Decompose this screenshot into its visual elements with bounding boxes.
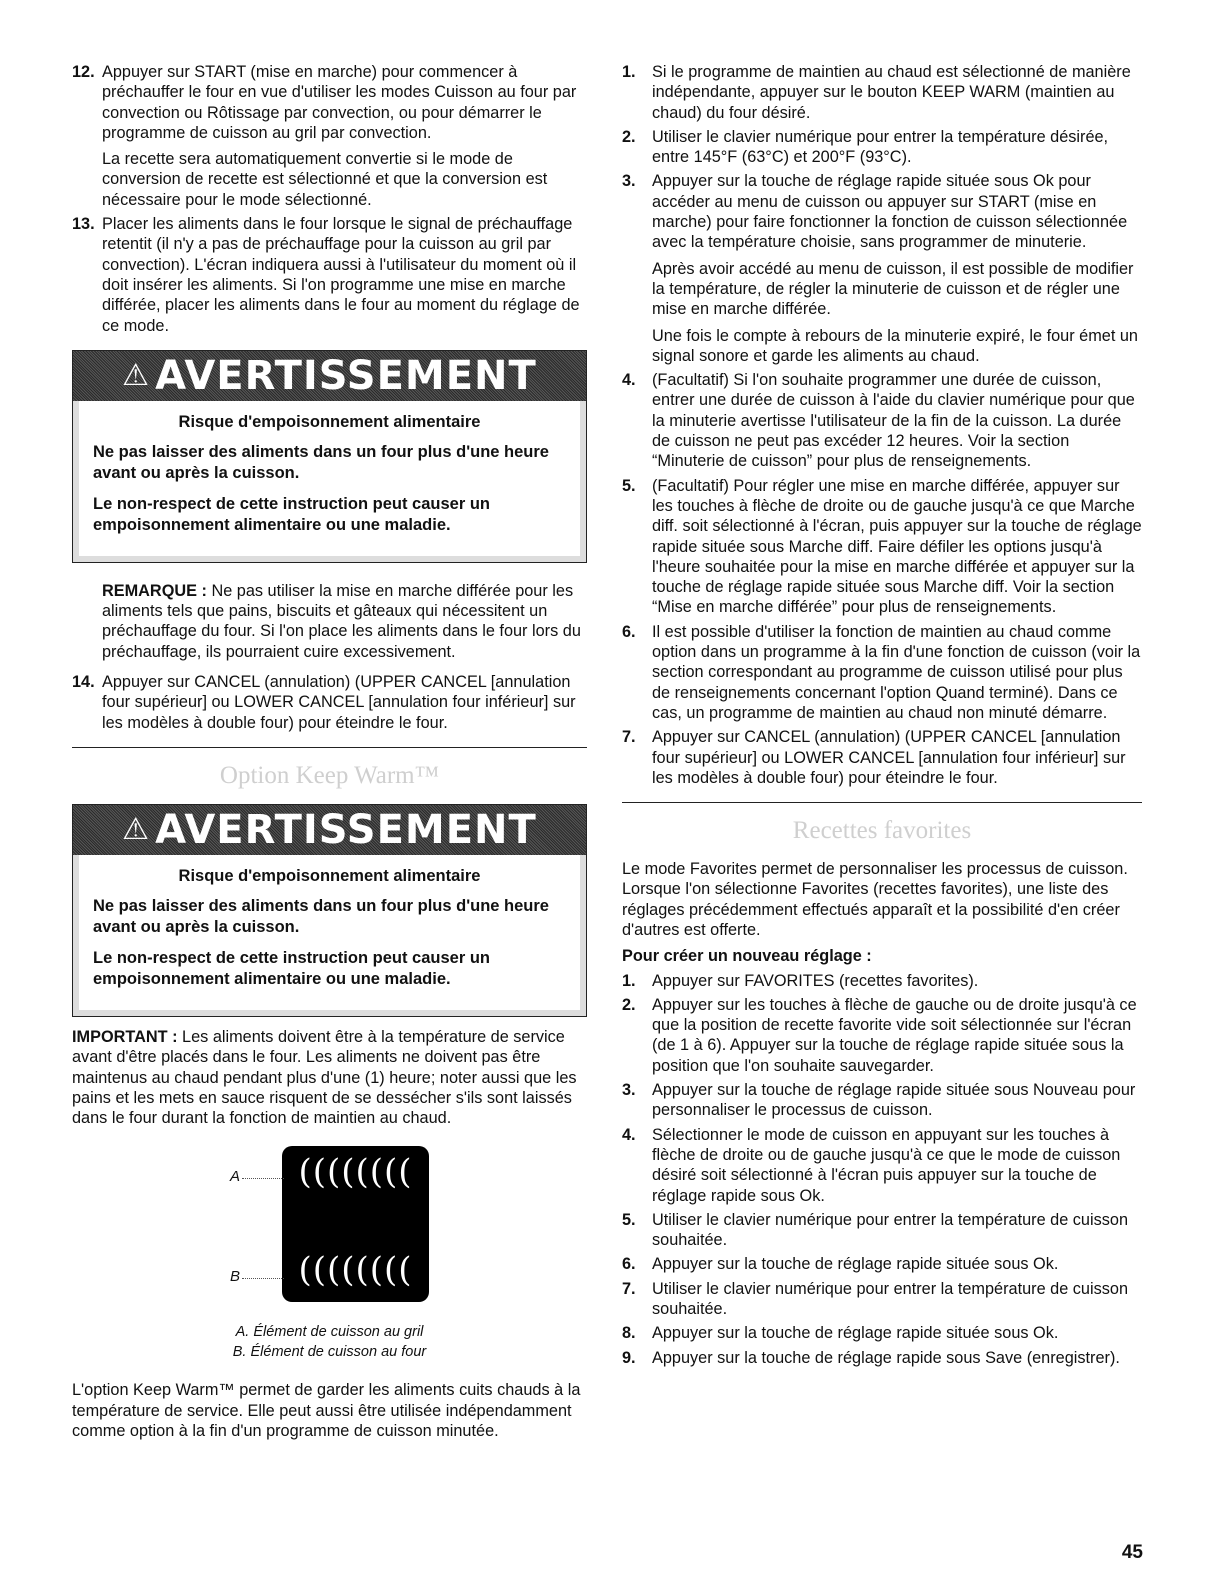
warning-triangle-icon: ⚠	[122, 813, 150, 847]
warning-header	[73, 351, 586, 401]
step-13	[72, 214, 587, 336]
step-text: Appuyer sur FAVORITES (recettes favorites).	[652, 971, 979, 990]
keep-warm-step	[622, 622, 1142, 723]
warning-title: AVERTISSEMENT	[155, 806, 537, 853]
step-text: Utiliser le clavier numérique pour entrer la température de cuisson souhaitée.	[652, 1279, 1128, 1319]
favorites-subheading: Pour créer un nouveau réglage :	[622, 947, 872, 966]
step-number: 1.	[622, 63, 636, 81]
step-text: Appuyer sur la touche de réglage rapide située sous Ok.	[652, 1255, 1059, 1274]
step-number: 13.	[72, 215, 95, 234]
warning-box-2	[72, 804, 587, 1017]
step-note: La recette sera automatiquement convertie si le mode de conversion de recette est sélectionné et que la conversion est nécessaire pour le mode sélectionné.	[102, 150, 548, 209]
step-number: 14.	[72, 673, 95, 692]
leader-line-a	[242, 1178, 284, 1179]
step-number: 12.	[72, 63, 95, 81]
step-number: 6.	[622, 622, 636, 641]
step-number: 4.	[622, 1125, 636, 1144]
favorites-step	[622, 971, 1142, 991]
favorites-step	[622, 1210, 1142, 1251]
favorites-step	[622, 995, 1142, 1076]
keep-warm-step	[622, 62, 1142, 123]
section-divider	[72, 747, 587, 748]
figure-label-b: B	[230, 1268, 241, 1286]
step-text: Appuyer sur START (mise en marche) pour commencer à préchauffer le four en vue d'utiliser les modes Cuisson au four par convection ou Rôtissage par convection, ou pour démarrer le programme de cuisson au gril par convection.	[102, 63, 577, 142]
step-14	[72, 672, 587, 733]
keep-warm-description: L'option Keep Warm™ permet de garder les aliments cuits chauds à la température de service. Elle peut aussi être utilisée indépendamment comme option à la fin d'un programme de cuisson minutée.	[72, 1381, 581, 1441]
step-number: 8.	[622, 1324, 636, 1343]
important-paragraph	[72, 1027, 587, 1128]
step-text: (Facultatif) Si l'on souhaite programmer une durée de cuisson, entrer une durée de cuisson à l'aide du clavier numérique pour que la minuterie avertisse l'utilisateur de la fin de la cuisson. La durée de cuisson ne peut pas excéder 12 heures. Voir la section “Minuterie de cuisson” pour plus de renseignements.	[652, 371, 1135, 471]
step-text: Il est possible d'utiliser la fonction de maintien au chaud comme option dans un programme à la fin d'une fonction de cuisson (voir la section correspondant au programme de cuisson utilisé pour plus de renseignements concernant l'option Quand terminé). Dans ce cas, un programme de maintien au chaud non minuté démarre.	[652, 622, 1141, 722]
left-column	[72, 62, 587, 1447]
keep-warm-step	[622, 727, 1142, 788]
keep-warm-step	[622, 171, 1142, 366]
step-text: Si le programme de maintien au chaud est sélectionné de manière indépendante, appuyer sur le bouton KEEP WARM (maintien au chaud) du four désiré.	[652, 63, 1131, 122]
section-divider	[622, 802, 1142, 803]
warning-body	[73, 401, 586, 562]
warning-subtitle: Risque d'empoisonnement alimentaire	[178, 412, 481, 431]
step-number: 7.	[622, 1279, 636, 1298]
section-title-favorites: Recettes favorites	[792, 817, 972, 845]
step-number: 3.	[622, 172, 636, 191]
caption-a: A. Élément de cuisson au gril	[235, 1324, 424, 1341]
warning-line-2: Le non-respect de cette instruction peut causer un empoisonnement alimentaire ou une maladie.	[93, 948, 490, 988]
important-text: Les aliments doivent être à la température de service avant d'être placés dans le four. Les aliments ne doivent pas être maintenus au chaud pendant plus d'une (1) heure; noter aussi que les pains et les mets en sauce risquent de se dessécher s'ils sont laissés dans le four durant la fonction de maintien au chaud.	[72, 1027, 577, 1128]
step-number: 5.	[622, 1210, 636, 1229]
step-number: 7.	[622, 728, 636, 747]
step-text: Utiliser le clavier numérique pour entrer la température de cuisson souhaitée.	[652, 1210, 1128, 1250]
remark-paragraph	[72, 581, 587, 662]
step-text: Appuyer sur CANCEL (annulation) (UPPER CANCEL [annulation four supérieur] ou LOWER CANCEL [annulation four inférieur] sur les modèles à double four) pour éteindre le four.	[102, 673, 576, 732]
step-text: Appuyer sur la touche de réglage rapide située sous Nouveau pour personnaliser le processus de cuisson.	[652, 1081, 1136, 1120]
caption-b: B. Élément de cuisson au four	[232, 1344, 427, 1361]
warning-line-1: Ne pas laisser des aliments dans un four plus d'une heure avant ou après la cuisson.	[93, 442, 549, 482]
remark-text: Ne pas utiliser la mise en marche différée pour les aliments tels que pains, biscuits et gâteaux qui nécessitent un préchauffage du four. Si l'on place les aliments dans le four lors du préchauffage, ils pourraient cuire excessivement.	[102, 581, 581, 661]
favorites-step	[622, 1125, 1142, 1206]
step-text: Appuyer sur la touche de réglage rapide située sous Ok.	[652, 1324, 1059, 1343]
warning-subtitle: Risque d'empoisonnement alimentaire	[178, 866, 481, 885]
step-text: Appuyer sur CANCEL (annulation) (UPPER CANCEL [annulation four supérieur] ou LOWER CANCEL [annulation four inférieur] sur les modèles à double four) pour éteindre le four.	[652, 728, 1126, 787]
step-text: Appuyer sur les touches à flèche de gauche ou de droite jusqu'à ce que la position de recette favorite vide soit sélectionnée sur l'écran (de 1 à 6). Appuyer sur la touche de réglage rapide située sous la position que l'on souhaite sauvegarder.	[652, 995, 1137, 1075]
favorites-steps	[622, 971, 1142, 1368]
important-label: IMPORTANT :	[72, 1027, 178, 1046]
keep-warm-step	[622, 476, 1142, 618]
favorites-step	[622, 1323, 1142, 1343]
oven-element-figure	[72, 1146, 587, 1316]
step-number: 5.	[622, 476, 636, 495]
favorites-step	[622, 1080, 1142, 1121]
bake-element-coil: ((((((((	[298, 1250, 413, 1291]
step-number: 2.	[622, 995, 636, 1014]
step-text: (Facultatif) Pour régler une mise en marche différée, appuyer sur les touches à flèche de droite ou de gauche jusqu'à ce que Marche diff. soit sélectionné à l'écran, puis appuyer sur la touche de réglage rapide située sous Marche diff. Faire défiler les options jusqu'à l'heure souhaitée pour la mise en marche différée et appuyer sur la touche de réglage rapide située sous Marche diff. Voir la section “Mise en marche différée” pour plus de renseignements.	[652, 476, 1142, 617]
section-title-keep-warm: Option Keep Warm™	[219, 761, 440, 789]
leader-line-b	[242, 1278, 284, 1279]
step-text: Une fois le compte à rebours de la minuterie expiré, le four émet un signal sonore et garde les aliments au chaud.	[652, 326, 1138, 365]
warning-box-1	[72, 350, 587, 563]
favorites-step	[622, 1348, 1142, 1368]
step-text: Sélectionner le mode de cuisson en appuyant sur les touches à flèche de droite ou de gauche jusqu'à ce que le mode de cuisson désiré soit sélectionné à l'écran puis appuyer sur la touche de réglage rapide sous Ok.	[652, 1125, 1121, 1205]
step-number: 1.	[622, 971, 636, 990]
step-text: Appuyer sur la touche de réglage rapide sous Save (enregistrer).	[652, 1348, 1120, 1367]
warning-line-1: Ne pas laisser des aliments dans un four plus d'une heure avant ou après la cuisson.	[93, 896, 549, 936]
warning-line-2: Le non-respect de cette instruction peut causer un empoisonnement alimentaire ou une maladie.	[93, 494, 490, 534]
step-12	[72, 62, 587, 210]
step-number: 9.	[622, 1348, 636, 1367]
figure-caption	[72, 1322, 587, 1362]
step-number: 6.	[622, 1255, 636, 1274]
keep-warm-step	[622, 127, 1142, 168]
warning-title: AVERTISSEMENT	[155, 352, 537, 399]
warning-header	[73, 805, 586, 855]
keep-warm-steps	[622, 62, 1142, 788]
favorites-intro: Le mode Favorites permet de personnaliser les processus de cuisson. Lorsque l'on sélectionne Favorites (recettes favorites), une liste des réglages précédemment effectués apparaît et la possibilité d'en créer d'autres est offerte.	[622, 860, 1128, 939]
step-number: 2.	[622, 127, 636, 146]
step-text: Placer les aliments dans le four lorsque le signal de préchauffage retentit (il n'y a pas de préchauffage pour la cuisson au gril par convection). L'écran indiquera aussi à l'utilisateur du moment où il doit insérer les aliments. Si l'on programme une mise en marche différée, placer les aliments dans le four au moment du réglage de ce mode.	[102, 215, 580, 335]
remark-label: REMARQUE :	[102, 581, 207, 600]
favorites-step	[622, 1279, 1142, 1320]
step-text: Utiliser le clavier numérique pour entrer la température désirée, entre 145°F (63°C) et 200°F (93°C).	[652, 127, 1109, 167]
broil-element-coil: ((((((((	[298, 1152, 413, 1193]
keep-warm-step	[622, 370, 1142, 471]
step-text: Après avoir accédé au menu de cuisson, il est possible de modifier la température, de régler la minuterie de cuisson et de régler une mise en marche différée.	[652, 259, 1134, 319]
right-column	[622, 62, 1142, 1372]
favorites-step	[622, 1254, 1142, 1274]
figure-label-a: A	[230, 1168, 241, 1186]
oven-cavity-illustration	[282, 1146, 429, 1302]
step-number: 4.	[622, 371, 636, 390]
warning-triangle-icon: ⚠	[122, 359, 150, 393]
step-number: 3.	[622, 1081, 636, 1100]
step-text: Appuyer sur la touche de réglage rapide située sous Ok pour accéder au menu de cuisson ou appuyer sur START (mise en marche) pour faire fonctionner la fonction de cuisson sélectionnée avec la température choisie, sans programmer de minuterie.	[652, 172, 1128, 252]
page-number: 45	[1121, 1542, 1143, 1563]
warning-body	[73, 855, 586, 1016]
